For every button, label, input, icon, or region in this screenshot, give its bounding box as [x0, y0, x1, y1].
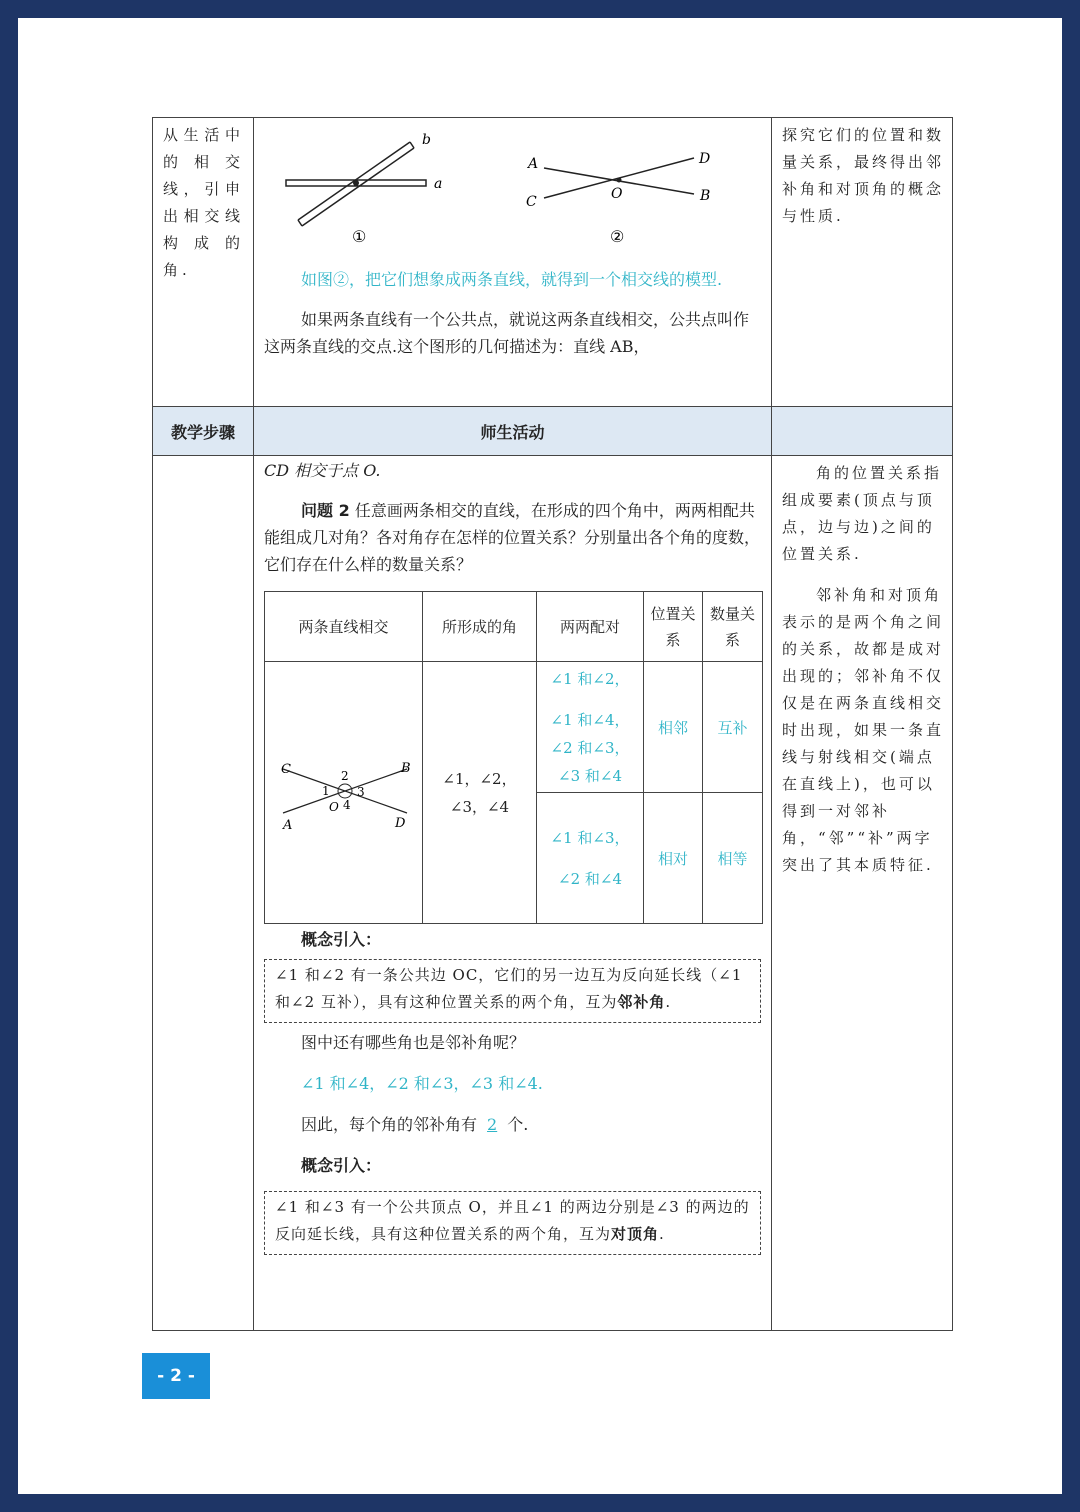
pair: ∠2 和∠4: [558, 869, 622, 888]
main-row: [153, 456, 953, 1331]
label-O: O: [328, 799, 339, 814]
count-suffix: 个.: [507, 1115, 529, 1134]
pairs-adjacent: [537, 662, 644, 793]
label-A: A: [282, 817, 292, 833]
angle-figure-cell: [265, 662, 423, 924]
angles-cell: [423, 662, 537, 924]
position-adjacent: 相邻: [644, 662, 703, 793]
figure1-label-b: b: [422, 132, 431, 148]
intro-cell: [254, 118, 772, 407]
angle-3-label: 3: [356, 784, 365, 799]
question-more: 图中还有哪些角也是邻补角呢？: [301, 1033, 526, 1052]
figure1-label-a: a: [434, 176, 443, 192]
concept-label-2: 概念引入：: [301, 1156, 382, 1175]
header-blank: [772, 407, 953, 456]
note-angle-pairs: 邻补角和对顶角表示的是两个角之间的关系，故都是成对出现的；邻补角不仅仅是在两条直线相交时出现，如果一条直线与射线相交(端点在直线上)，也可以得到一对邻补角，“邻”“补”两字突出了其本质特征.: [782, 586, 945, 874]
concept-text-2: ∠1 和∠3 有一个公共顶点 O，并且∠1 的两边分别是∠3 的两边的反向延长线，具有这种位置关系的两个角，互为: [275, 1198, 750, 1243]
header-step: 教学步骤: [153, 407, 254, 456]
model-paragraph: 如图②，把它们想象成两条直线，就得到一个相交线的模型.: [301, 270, 723, 289]
note-position-relation: 角的位置关系指组成要素(顶点与顶点，边与边)之间的位置关系.: [782, 464, 943, 563]
figure2-label-B: B: [700, 188, 711, 204]
stick-b-edge1: [302, 148, 414, 226]
intersecting-lines-figures: [264, 118, 764, 266]
table-row: [265, 662, 763, 793]
position-opposite: 相对: [644, 793, 703, 924]
stick-b-end2: [410, 142, 414, 148]
label-D: D: [394, 815, 405, 831]
lesson-table: [152, 117, 953, 1331]
quantity-supplementary: 互补: [703, 662, 763, 793]
col-header: 所形成的角: [423, 592, 537, 662]
pair: ∠2 和∠3，: [550, 738, 630, 757]
count-value: 2: [487, 1115, 498, 1134]
count-line: [264, 1111, 761, 1138]
label-B: B: [400, 760, 411, 776]
right-notes-main: [772, 456, 953, 1331]
left-note-top: 从生活中的相交线，引申出相交线构成的角.: [153, 118, 254, 407]
concept-box-adjacent: ∠1 和∠2 有一条公共边 OC，它们的另一边互为反向延长线（∠1 和∠2 互补），具有这种位置关系的两个角，互为邻补角.: [264, 959, 761, 1023]
angle-figure: [269, 731, 419, 851]
problem-label: 问题 2: [301, 501, 350, 520]
pair: ∠1 和∠3，: [550, 828, 630, 847]
col-header: 位置关系: [644, 592, 703, 662]
definition-continuation: CD 相交于点 O.: [264, 461, 381, 480]
concept-box-vertical: ∠1 和∠3 有一个公共顶点 O，并且∠1 的两边分别是∠3 的两边的反向延长线，具有这种位置关系的两个角，互为对顶角.: [264, 1191, 761, 1255]
problem-2: [264, 497, 761, 578]
figure2-label-O: O: [611, 186, 623, 202]
figure1-caption: ①: [352, 227, 367, 246]
angle-4-label: 4: [342, 797, 351, 812]
definition-paragraph: 如果两条直线有一个公共点，就说这两条直线相交，公共点叫作这两条直线的交点.这个图形的几何描述为：直线 AB，: [264, 310, 750, 356]
angles-line: ∠3，∠4: [449, 797, 510, 816]
angle-2-label: 2: [340, 768, 349, 783]
concept-term-1: 邻补角: [617, 993, 666, 1011]
right-note-top: 探究它们的位置和数量关系，最终得出邻补角和对顶角的概念与性质.: [772, 118, 953, 407]
left-note-main: [153, 456, 254, 1331]
concept-text-1: ∠1 和∠2 有一条公共边 OC，它们的另一边互为反向延长线（∠1 和∠2 互补），具有这种位置关系的两个角，互为: [275, 966, 743, 1011]
pairs-opposite: [537, 793, 644, 924]
intersection-dot-1: [353, 180, 359, 186]
top-row: [153, 118, 953, 407]
activity-cell: [254, 456, 772, 1331]
header-activity: 师生活动: [254, 407, 772, 456]
figure2-label-D: D: [699, 151, 711, 167]
pair: ∠1 和∠4，: [550, 710, 630, 729]
angle-relation-table: [264, 591, 763, 924]
quantity-equal: 相等: [703, 793, 763, 924]
label-C: C: [280, 761, 291, 777]
concept-term-2: 对顶角: [611, 1225, 660, 1243]
point-O: [617, 178, 622, 183]
header-row: [153, 407, 953, 456]
stick-b-end1: [298, 220, 302, 226]
pair: ∠1 和∠2，: [550, 669, 630, 688]
col-header: 两两配对: [537, 592, 644, 662]
col-header: 两条直线相交: [265, 592, 423, 662]
page-number: - 2 -: [142, 1353, 210, 1399]
count-prefix: 因此，每个角的邻补角有: [301, 1115, 478, 1134]
angles-line: ∠1，∠2，: [442, 769, 517, 788]
concept-label-1: 概念引入：: [301, 930, 382, 949]
figures-row: [264, 118, 761, 266]
problem-text: 任意画两条相交的直线，在形成的四个角中，两两相配共能组成几对角？各对角存在怎样的位置关系？分别量出各个角的度数，它们存在什么样的数量关系？: [264, 501, 761, 574]
figure2-label-A: A: [528, 156, 539, 172]
figure2-caption: ②: [610, 227, 625, 246]
angle-1-label: 1: [321, 783, 330, 798]
col-header: 数量关系: [703, 592, 763, 662]
table-header-row: [265, 592, 763, 662]
figure2-label-C: C: [526, 194, 537, 210]
page: [18, 18, 1062, 1494]
answer-more: ∠1 和∠4，∠2 和∠3，∠3 和∠4.: [301, 1074, 543, 1093]
pair: ∠3 和∠4: [558, 766, 622, 785]
